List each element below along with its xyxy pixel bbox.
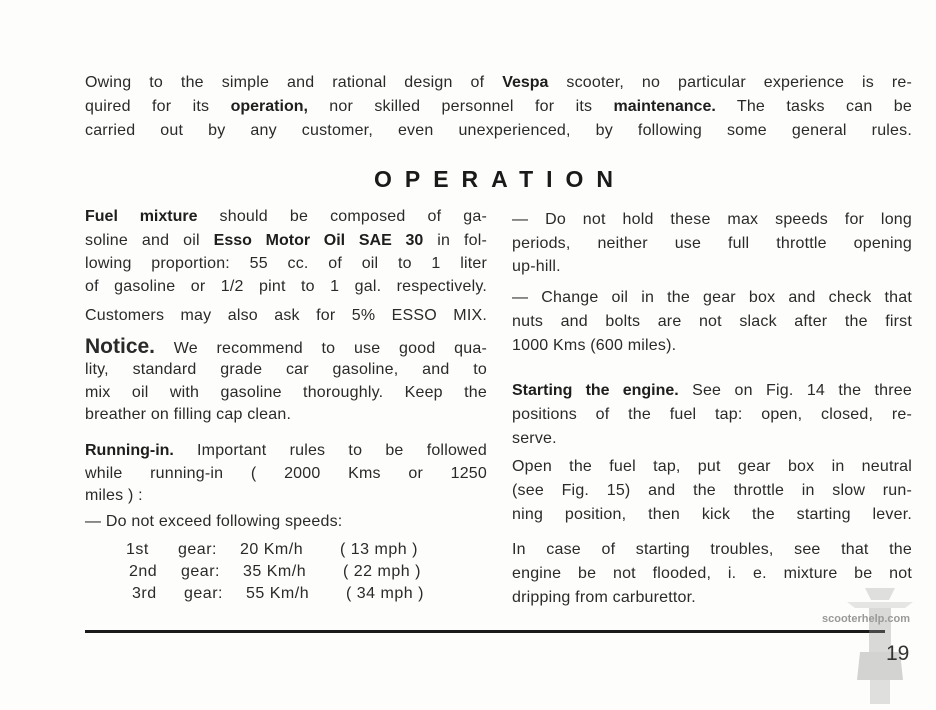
text-segment: breather on filling cap clean. xyxy=(85,406,292,423)
text-segment: — Do not exceed following speeds: xyxy=(85,513,343,530)
text-segment: See on Fig. 14 the three xyxy=(692,382,912,399)
left-text-line xyxy=(85,360,487,380)
left-text-line xyxy=(85,337,487,359)
intro-text-line xyxy=(85,121,912,141)
speed-gear: 3rd xyxy=(132,585,157,602)
left-text-line xyxy=(85,207,487,227)
text-segment: scooter, no particular experience is re- xyxy=(566,74,912,91)
text-segment: nuts and bolts are not slack after the first xyxy=(512,313,912,330)
right-text-line xyxy=(512,312,912,332)
bold-term: Vespa xyxy=(502,74,549,91)
text-segment: In case of starting troubles, see that the xyxy=(512,541,912,558)
right-text-line xyxy=(512,381,912,401)
bold-term: Esso Motor Oil SAE 30 xyxy=(213,232,424,249)
text-segment: — Do not hold these max speeds for long xyxy=(512,211,912,228)
right-text-line xyxy=(512,429,912,449)
left-text-line xyxy=(85,231,487,251)
text-segment: in fol- xyxy=(437,232,487,249)
bold-term: Running-in. xyxy=(85,442,174,459)
text-segment: carried out by any customer, even unexperienced, by following some general rules. xyxy=(85,122,912,139)
speed-mph: ( 13 mph ) xyxy=(340,541,418,558)
page-number: 19 xyxy=(886,642,910,665)
right-text-line xyxy=(512,210,912,230)
text-segment: quired for its xyxy=(85,98,231,115)
left-text-line xyxy=(85,512,487,532)
text-segment: The tasks can be xyxy=(736,98,912,115)
text-segment: Customers may also ask for 5% ESSO MIX. xyxy=(85,307,487,324)
left-text-line xyxy=(85,486,487,506)
section-heading: OPERATION xyxy=(373,166,627,192)
left-text-line xyxy=(85,277,487,297)
bold-term: Starting the engine. xyxy=(512,382,679,399)
left-text-line xyxy=(85,383,487,403)
right-text-line xyxy=(512,588,912,608)
left-text-line xyxy=(85,405,487,425)
text-segment: Important rules to be followed xyxy=(197,442,487,459)
text-segment: positions of the fuel tap: open, closed, re- xyxy=(512,406,912,423)
speed-kmh: 55 Km/h xyxy=(246,585,310,602)
right-text-line xyxy=(512,481,912,501)
right-text-line xyxy=(512,540,912,560)
text-segment: up-hill. xyxy=(512,258,561,275)
text-segment: of gasoline or 1/2 pint to 1 gal. respectively. xyxy=(85,278,487,295)
right-text-line xyxy=(512,505,912,525)
text-segment: should be composed of ga- xyxy=(219,208,487,225)
text-segment: (see Fig. 15) and the throttle in slow run- xyxy=(512,482,912,499)
right-text-line xyxy=(512,405,912,425)
speed-mph: ( 22 mph ) xyxy=(343,563,421,580)
right-text-line xyxy=(512,336,912,356)
text-segment: Open the fuel tap, put gear box in neutral xyxy=(512,458,912,475)
right-text-line xyxy=(512,257,912,277)
left-text-line xyxy=(85,254,487,274)
text-segment: — Change oil in the gear box and check that xyxy=(512,289,912,306)
text-segment: while running-in ( 2000 Kms or 1250 xyxy=(85,465,487,482)
speed-gear: 2nd xyxy=(129,563,158,580)
text-segment: We recommend to use good qua- xyxy=(173,340,487,357)
watermark-text: scooterhelp.com xyxy=(822,613,911,625)
speed-label: gear: xyxy=(184,585,223,602)
text-segment: ning position, then kick the starting lever. xyxy=(512,506,912,523)
intro-text-line xyxy=(85,73,912,93)
horizontal-rule xyxy=(85,630,885,633)
right-text-line xyxy=(512,457,912,477)
text-segment: serve. xyxy=(512,430,557,447)
speed-kmh: 35 Km/h xyxy=(243,563,307,580)
text-segment: 1000 Kms (600 miles). xyxy=(512,337,677,354)
right-text-line xyxy=(512,234,912,254)
text-segment: soline and oil xyxy=(85,232,214,249)
bold-term: Notice. xyxy=(85,335,156,358)
right-text-line xyxy=(512,564,912,584)
speed-label: gear: xyxy=(181,563,220,580)
right-text-line xyxy=(512,288,912,308)
text-segment: nor skilled personnel for its xyxy=(329,98,614,115)
left-text-line xyxy=(85,306,487,326)
text-segment: lowing proportion: 55 cc. of oil to 1 liter xyxy=(85,255,487,272)
speed-label: gear: xyxy=(178,541,217,558)
text-segment: dripping from carburettor. xyxy=(512,589,696,606)
speed-gear: 1st xyxy=(126,541,149,558)
text-segment: lity, standard grade car gasoline, and to xyxy=(85,361,487,378)
bold-term: operation, xyxy=(230,98,308,115)
left-text-line xyxy=(85,441,487,461)
text-segment: miles ) : xyxy=(85,487,143,504)
text-segment: mix oil with gasoline thoroughly. Keep the xyxy=(85,384,487,401)
bold-term: Fuel mixture xyxy=(85,208,198,225)
intro-text-line xyxy=(85,97,912,117)
text-segment: engine be not flooded, i. e. mixture be not xyxy=(512,565,912,582)
bold-term: maintenance. xyxy=(613,98,716,115)
speed-kmh: 20 Km/h xyxy=(240,541,304,558)
text-segment: periods, neither use full throttle opening xyxy=(512,235,912,252)
text-segment: Owing to the simple and rational design of xyxy=(85,74,503,91)
left-text-line xyxy=(85,464,487,484)
speed-mph: ( 34 mph ) xyxy=(346,585,424,602)
